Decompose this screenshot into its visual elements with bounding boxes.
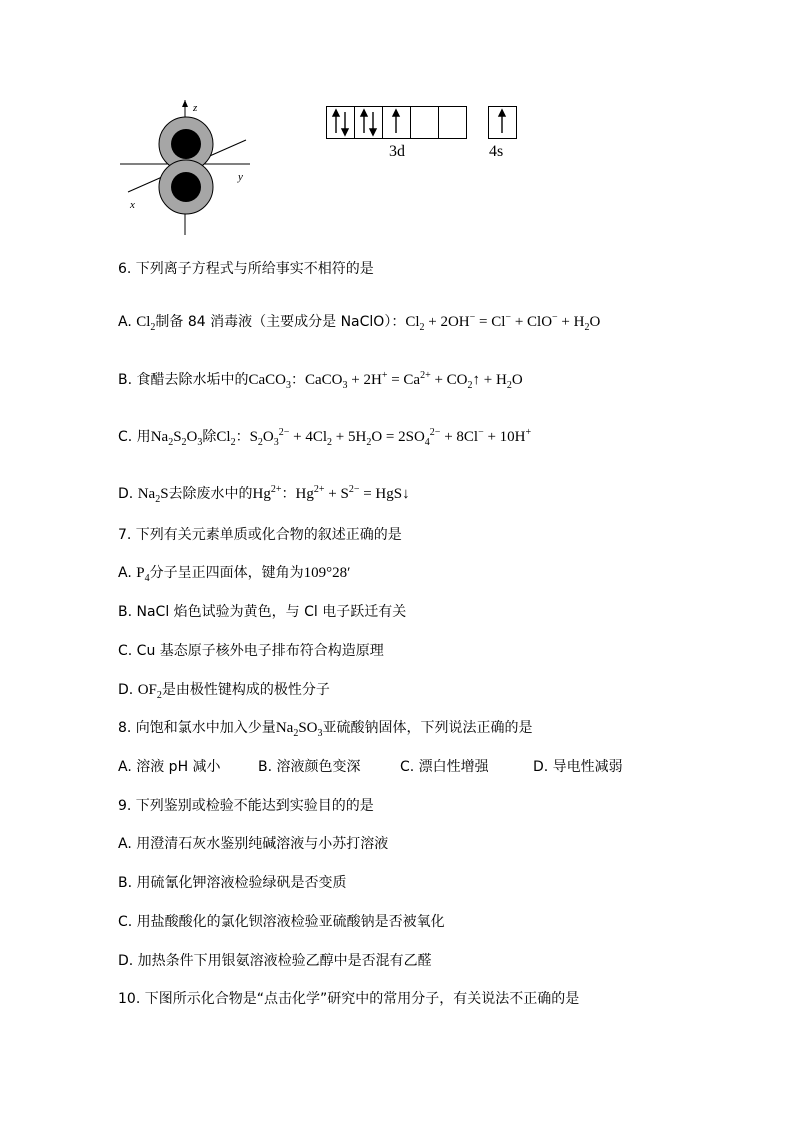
z-axis-label: z [193,102,198,114]
electron-config-figure [326,106,526,142]
q10-stem: 10. 下图所示化合物是“点击化学”研究中的常用分子，有关说法不正确的是 [118,991,580,1007]
p-orbital-figure [120,100,250,235]
q8-stem: 8. 向饱和氯水中加入少量$Na_2SO_3$亚硫酸钠固体，下列说法正确的是 [118,720,533,739]
q6-option-a: A. $Cl_2$制备 84 消毒液（主要成分是 NaClO）：$Cl_2 + 2OH^- = Cl^- + ClO^- + H_2O$ [118,312,601,333]
q9-option-c: C. 用盐酸酸化的氯化钡溶液检验亚硫酸钠是否被氧化 [118,914,445,930]
q7-option-d: D. $OF_2$是由极性键构成的极性分子 [118,682,330,701]
q8-options [118,757,623,777]
q9-option-b: B. 用硫氰化钾溶液检验绿矾是否变质 [118,875,347,891]
q7-option-a: A. $P_4$分子呈正四面体，键角为109°28′ [118,565,351,584]
4s-label: 4s [489,143,504,160]
q9-stem: 9. 下列鉴别或检验不能达到实验目的的是 [118,798,374,814]
q6-option-b: B. 食醋去除水垢中的CaCO$_3$：CaCO$_3$ + $2H^+ = Ca^{2+}$ + $CO_2↑ + H_2O$ [118,370,523,391]
q6-option-c: C. 用$Na_2S_2O_3$除$Cl_2$：$S_2O_3^{2-} + 4Cl_2 + 5H_2O = 2SO_4^{2-} + 8Cl^- + 10H^+$ [118,427,532,448]
q6-option-d: D. $Na_2S$去除废水中的$Hg^{2+}$：$Hg^{2+} + S^{2-}$ = HgS↓ [118,484,410,505]
q8-option-d: D. 导电性减弱 [533,759,623,775]
q7-option-c: C. Cu 基态原子核外电子排布符合构造原理 [118,643,384,659]
q8-option-a: A. 溶液 pH 减小 [118,759,221,775]
q8-option-c: C. 漂白性增强 [400,759,489,775]
3d-label: 3d [389,143,405,160]
q7-stem: 7. 下列有关元素单质或化合物的叙述正确的是 [118,527,402,543]
q7-option-b: B. NaCl 焰色试验为黄色，与 Cl 电子跃迁有关 [118,604,407,620]
y-axis-label: y [238,171,243,183]
q8-option-b: B. 溶液颜色变深 [258,759,361,775]
q9-option-d: D. 加热条件下用银氨溶液检验乙醇中是否混有乙醛 [118,953,432,969]
q9-option-a: A. 用澄清石灰水鉴别纯碱溶液与小苏打溶液 [118,836,389,852]
q6-stem: 6. 下列离子方程式与所给事实不相符的是 [118,261,374,277]
x-axis-label: x [130,199,135,211]
